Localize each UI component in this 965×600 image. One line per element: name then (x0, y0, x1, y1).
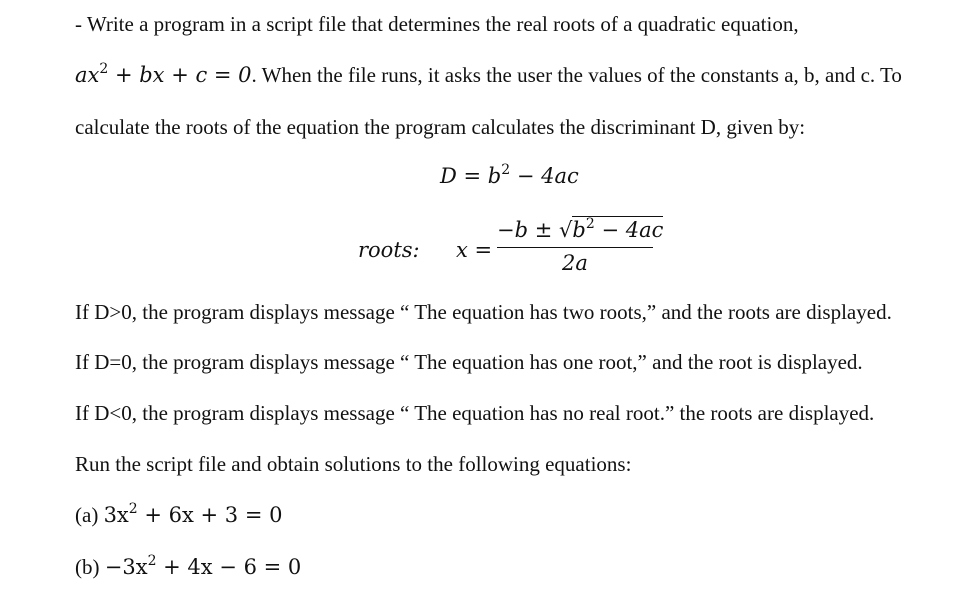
intro-line-2-text: . When the file runs, it asks the user the values of the constants a, b, and c. To (251, 63, 902, 87)
quadratic-equation: $ax^2$ + bx + c = 0 (75, 61, 252, 87)
roots-lhs: x = (456, 238, 493, 262)
case-positive: If D>0, the program displays message “ The equation has two roots,” and the roots are displayed. (75, 300, 892, 324)
case-negative: If D<0, the program displays message “ The equation has no real root.” the roots are displayed. (75, 401, 875, 425)
radicand: $b^2 - 4ac$ (572, 216, 664, 242)
intro-line-2 (75, 62, 902, 88)
intro-line-3: calculate the roots of the equation the program calculates the discriminant D, given by: (75, 115, 806, 139)
roots-fraction (497, 213, 664, 278)
problem-equation: $3x^2 + 6x + 3 = 0$ (103, 501, 283, 527)
problem-equation: $-3x^2 + 4x - 6 = 0$ (104, 553, 302, 579)
problem-label: (a) (75, 503, 104, 527)
problem-label: (b) (75, 555, 105, 579)
radical-sign: √ (559, 218, 573, 242)
run-instruction: Run the script file and obtain solutions to the following equations: (75, 452, 632, 476)
problem-a (75, 502, 282, 528)
intro-line-1: - Write a program in a script file that determines the real roots of a quadratic equation, (75, 12, 799, 36)
discriminant-formula: $D = b^2 - 4ac$ (440, 162, 579, 188)
case-zero: If D=0, the program displays message “ The equation has one root,” and the root is displayed. (75, 350, 863, 374)
roots-numerator: $-b \pm √b^2 - 4ac$ (497, 213, 653, 248)
problem-b (75, 554, 301, 580)
roots-denominator: 2a (562, 251, 588, 275)
roots-label: roots: (358, 238, 420, 262)
